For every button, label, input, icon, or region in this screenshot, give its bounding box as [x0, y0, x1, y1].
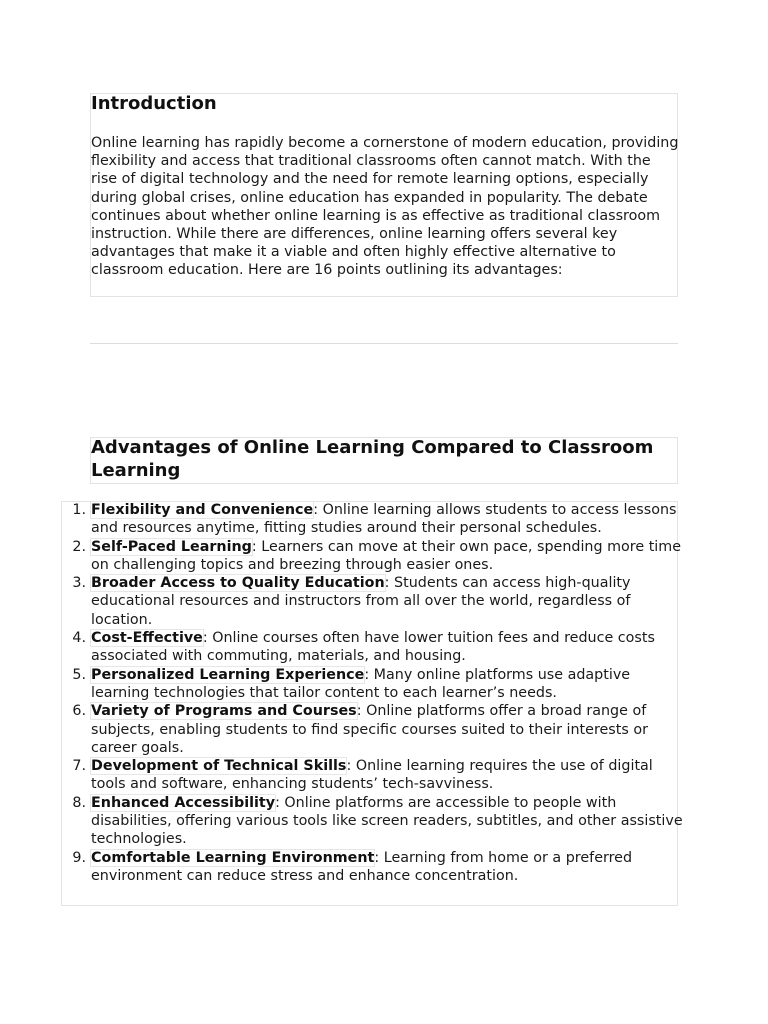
- list-item-term: Self-Paced Learning: [91, 538, 252, 555]
- list-item: [72, 501, 683, 538]
- list-item-number: 4.: [72, 630, 86, 647]
- list-item-term: Cost-Effective: [91, 630, 203, 647]
- list-item-text: : Students can access high-quality educational resources and instructors from all over the world, regardless of location.: [91, 575, 631, 628]
- list-item: [72, 666, 683, 703]
- list-item: [72, 849, 683, 886]
- list-item: [72, 538, 683, 575]
- list-item: [72, 629, 683, 666]
- list-item-term: Personalized Learning Experience: [91, 666, 365, 683]
- list-item: [72, 794, 683, 849]
- list-item-text: : Online learning requires the use of digital tools and software, enhancing students’ tech-savviness.: [91, 758, 653, 793]
- advantages-heading: Advantages of Online Learning Compared to Classroom Learning: [91, 437, 654, 481]
- introduction-paragraph: Online learning has rapidly become a cornerstone of modern education, providing flexibility and access that traditional classrooms often cannot match. With the rise of digital technology and the need for remote learning options, especially during global crises, online education has expanded in popularity. The debate continues about whether online learning is as effective as traditional classroom instruction. While there are differences, online learning offers several key advantages that make it a viable and often highly effective alternative to classroom education. Here are 16 points outlining its advantages:: [91, 135, 679, 279]
- advantages-list: [72, 501, 683, 885]
- list-item-number: 9.: [72, 849, 86, 866]
- list-item-number: 3.: [72, 575, 86, 592]
- list-item-text: : Online platforms offer a broad range of subjects, enabling students to find specific courses suited to their interests or career goals.: [91, 703, 648, 756]
- list-item-number: 6.: [72, 703, 86, 720]
- list-item-text: : Many online platforms use adaptive learning technologies that tailor content to each learner’s needs.: [91, 666, 631, 701]
- list-item-term: Comfortable Learning Environment: [91, 849, 375, 866]
- list-item-text: : Online learning allows students to access lessons and resources anytime, fitting studies around their personal schedules.: [91, 502, 677, 537]
- list-item-number: 1.: [72, 502, 86, 518]
- list-item-number: 2.: [72, 538, 86, 555]
- list-item-text: : Online courses often have lower tuition fees and reduce costs associated with commuting, materials, and housing.: [91, 630, 655, 665]
- list-item-number: 7.: [72, 758, 86, 775]
- list-item: [72, 574, 683, 629]
- list-item-text: : Online platforms are accessible to people with disabilities, offering various tools like screen readers, subtitles, and other assistive technologies.: [91, 794, 683, 848]
- list-item: [72, 702, 683, 757]
- section-divider: [90, 343, 678, 344]
- list-item-text: : Learners can move at their own pace, spending more time on challenging topics and breezing through easier ones.: [91, 538, 681, 573]
- introduction-heading: Introduction: [91, 93, 217, 114]
- list-item-number: 8.: [72, 794, 86, 811]
- list-item: [72, 757, 683, 794]
- list-item-text: : Learning from home or a preferred environment can reduce stress and enhance concentration.: [91, 849, 633, 884]
- list-item-term: Variety of Programs and Courses: [91, 703, 357, 720]
- list-item-number: 5.: [72, 666, 86, 683]
- list-item-term: Development of Technical Skills: [91, 758, 347, 775]
- list-item-term: Flexibility and Convenience: [91, 502, 314, 518]
- list-item-term: Enhanced Accessibility: [91, 794, 276, 811]
- list-item-term: Broader Access to Quality Education: [91, 575, 385, 592]
